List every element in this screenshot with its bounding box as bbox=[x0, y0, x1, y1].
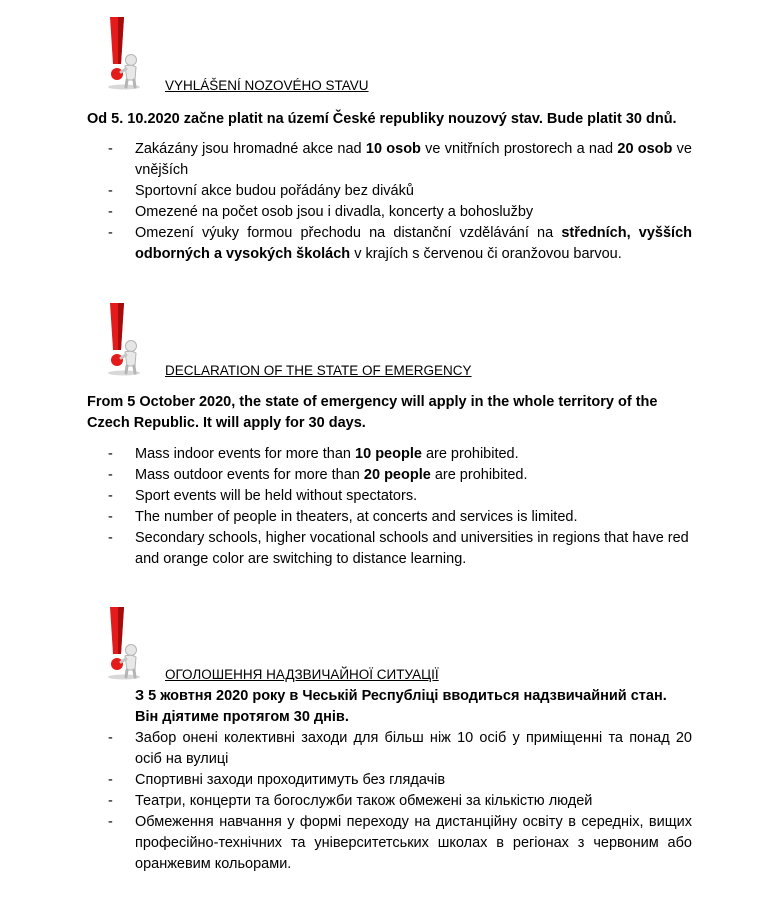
list-item: - Mass outdoor events for more than 20 people are prohibited. bbox=[108, 467, 528, 483]
exclamation-figure-icon bbox=[100, 300, 152, 376]
bullet-list-cz bbox=[108, 139, 692, 265]
list-item: - Спортивні заходи проходитимуть без глядачів bbox=[108, 772, 446, 788]
list-item: - Sport events will be held without spectators. bbox=[108, 488, 418, 504]
list-item: - Zakázány jsou hromadné akce nad 10 osob ve vnitřních prostorech a nad 20 osob ve vnějších bbox=[108, 141, 692, 178]
heading-cz: VYHLÁŠENÍ NOZOVÉHO STAVU bbox=[165, 78, 369, 93]
lead-cz: Od 5. 10.2020 začne platit na území České republiky nouzový stav. Bude platit 30 dnů. bbox=[87, 111, 677, 127]
heading-en: DECLARATION OF THE STATE OF EMERGENCY bbox=[165, 363, 472, 378]
lead-en: From 5 October 2020, the state of emergency will apply in the whole territory of the Czech Republic. It will apply for 30 days. bbox=[87, 394, 658, 431]
list-item: - Забор онені колективні заходи для більш ніж 10 осіб у приміщенні та понад 20 осіб на вулиці bbox=[108, 730, 692, 767]
lead-ua: З 5 жовтня 2020 року в Чеській Республіці вводиться надзвичайний стан. Він діятиме протягом 30 днів. bbox=[135, 688, 679, 725]
exclamation-figure-icon bbox=[100, 14, 152, 90]
list-item: - Обмеження навчання у формі переходу на дистанційну освіту в середніх, вищих професійно-технічних та університетських школах в регіонах з червоним або оранжевим кольорами. bbox=[108, 814, 692, 872]
list-item: - Omezené na počet osob jsou i divadla, koncerty a bohoslužby bbox=[108, 204, 534, 220]
heading-ua: ОГОЛОШЕННЯ НАДЗВИЧАЙНОЇ СИТУАЦІЇ bbox=[165, 667, 439, 682]
list-item: - The number of people in theaters, at concerts and services is limited. bbox=[108, 509, 578, 525]
list-item: - Театри, концерти та богослужби також обмежені за кількістю людей bbox=[108, 793, 593, 809]
list-item: - Secondary schools, higher vocational schools and universities in regions that have red and orange color are switching to distance learning. bbox=[108, 530, 689, 567]
bullet-list-ua bbox=[108, 728, 692, 875]
bullet-list-en bbox=[108, 444, 692, 570]
list-item: - Mass indoor events for more than 10 people are prohibited. bbox=[108, 446, 519, 462]
list-item: - Sportovní akce budou pořádány bez diváků bbox=[108, 183, 414, 199]
list-item: - Omezení výuky formou přechodu na distanční vzdělávání na středních, vyšších odborných a vysokých školách v krajích s červenou či oranžovou barvou. bbox=[108, 225, 692, 262]
exclamation-figure-icon bbox=[100, 604, 152, 680]
